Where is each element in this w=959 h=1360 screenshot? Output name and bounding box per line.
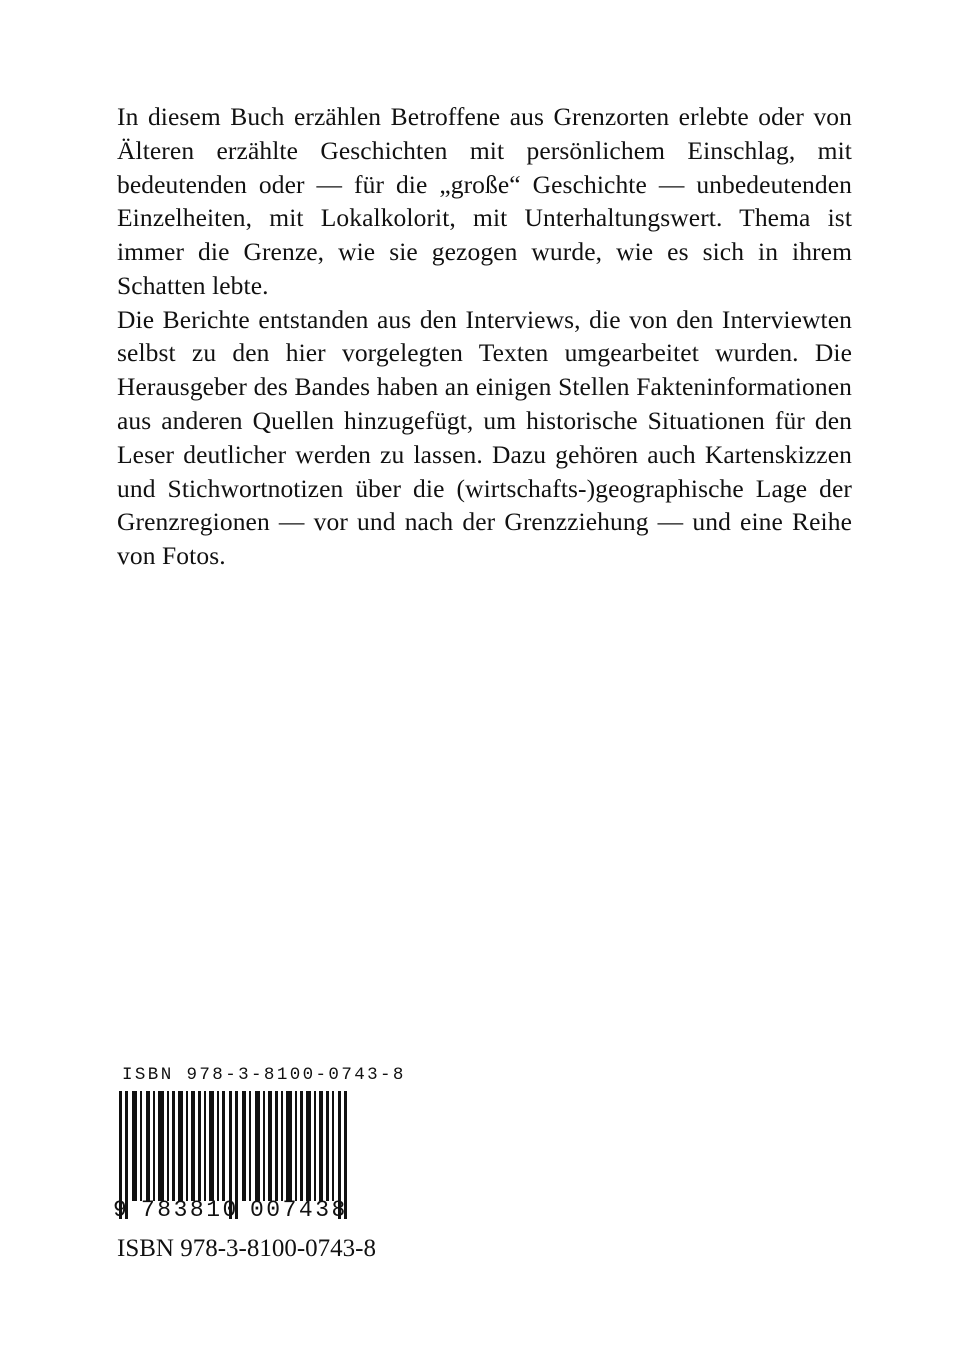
blurb-paragraph-2: Die Berichte entstanden aus den Interviews, die von den Interviewten selbst zu den hier vorgelegten Texten umgearbeitet wurden. Die Herausgeber des Bandes haben an einigen Stellen Fakteninformationen aus anderen Quellen hinzugefügt, um historische Situationen für den Leser deutlicher werden zu lassen. Dazu gehören auch Kartenskizzen und Stichwortnotizen über die (wirtschafts-)geographische Lage der Grenzregionen — vor und nach der Grenzziehung — und eine Reihe von Fotos. — [117, 304, 852, 571]
barcode-digit-left: 9 — [113, 1197, 128, 1223]
isbn-block — [113, 1065, 533, 1263]
isbn-text-below-barcode: ISBN 978-3-8100-0743-8 — [117, 1235, 377, 1262]
barcode-digits-right: 007438 — [250, 1197, 348, 1223]
blurb-text — [117, 100, 852, 573]
blurb-paragraph-1: In diesem Buch erzählen Betroffene aus Grenzorten erlebte oder von Älteren erzählte Geschichten mit persönlichem Einschlag, mit bedeutenden oder — für die „große“ Geschichte — unbedeutenden Einzelheiten, mit Lokalkolorit, mit Unterhaltungswert. Thema ist immer die Grenze, wie sie gezogen wurde, wie es sich in ihrem Schatten lebte. — [117, 102, 852, 300]
isbn-text-above-barcode: ISBN 978-3-8100-0743-8 — [122, 1065, 406, 1085]
barcode-digits-middle: 783810 — [141, 1197, 239, 1223]
barcode-digits — [113, 1197, 365, 1223]
